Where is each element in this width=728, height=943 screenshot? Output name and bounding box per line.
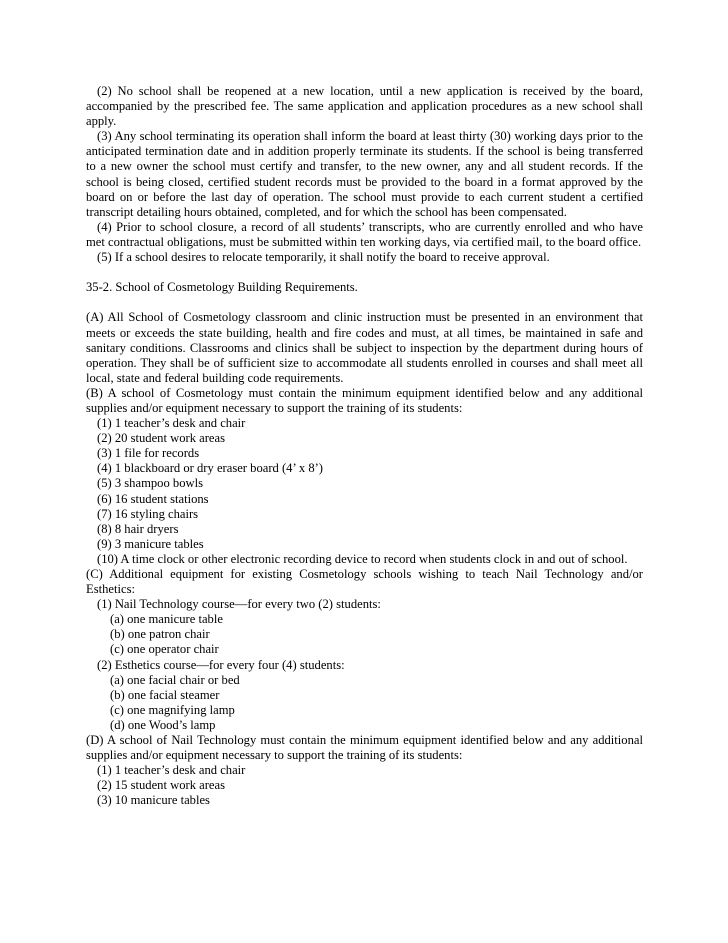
- list-item: (9) 3 manicure tables: [97, 536, 204, 551]
- paragraph-2: (2) No school shall be reopened at a new location, until a new application is received by the board, accompanied by the prescribed fee. The same application and application procedures as a new school shall apply.: [86, 84, 643, 129]
- list-item: (3) 1 file for records: [97, 446, 200, 461]
- section-title: 35-2. School of Cosmetology Building Requirements.: [86, 280, 358, 295]
- list-item: (7) 16 styling chairs: [97, 506, 199, 521]
- esthetics-heading: (2) Esthetics course—for every four (4) students:: [97, 657, 345, 672]
- section-b-intro: (B) A school of Cosmetology must contain the minimum equipment identified below and any additional supplies and/or equipment necessary to support the training of its students:: [86, 385, 643, 415]
- nail-technology-heading: (1) Nail Technology course—for every two (2) students:: [97, 597, 381, 612]
- list-item: (8) 8 hair dryers: [97, 521, 179, 536]
- list-item: (a) one facial chair or bed: [110, 672, 240, 687]
- section-a-paragraph: (A) All School of Cosmetology classroom and clinic instruction must be presented in an environment that meets or exceeds the state building, health and fire codes and must, at all times, be maintained in safe and sanitary conditions. Classrooms and clinics shall be subject to inspection by the department during hours of operation. They shall be of sufficient size to accommodate all students enrolled in courses and shall meet all local, state and federal building code requirements.: [86, 310, 643, 385]
- section-c-intro: (C) Additional equipment for existing Cosmetology schools wishing to teach Nail Technology and/or Esthetics:: [86, 567, 643, 597]
- list-item: (2) 15 student work areas: [97, 778, 225, 793]
- paragraph-5: (5) If a school desires to relocate temporarily, it shall notify the board to receive approval.: [97, 250, 550, 265]
- list-item: (d) one Wood’s lamp: [110, 717, 216, 732]
- spacer: [86, 295, 643, 310]
- list-item: (b) one patron chair: [110, 627, 210, 642]
- paragraph-4: (4) Prior to school closure, a record of all students’ transcripts, who are currently enrolled and who have met contractual obligations, must be submitted within ten working days, via certified mail, to the board office.: [86, 219, 643, 249]
- list-item: (1) 1 teacher’s desk and chair: [97, 763, 246, 778]
- list-item: (c) one operator chair: [110, 642, 219, 657]
- list-item-10: (10) A time clock or other electronic recording device to record when students clock in and out of school.: [97, 551, 628, 566]
- spacer: [86, 265, 643, 280]
- list-item: (5) 3 shampoo bowls: [97, 476, 203, 491]
- document-page: [86, 84, 643, 809]
- list-item: (a) one manicure table: [110, 612, 223, 627]
- list-item: (b) one facial steamer: [110, 687, 220, 702]
- list-item: (c) one magnifying lamp: [110, 702, 235, 717]
- list-item: (4) 1 blackboard or dry eraser board (4’ x 8’): [97, 461, 324, 476]
- list-item: (1) 1 teacher’s desk and chair: [97, 416, 246, 431]
- list-item: (2) 20 student work areas: [97, 431, 225, 446]
- paragraph-3: (3) Any school terminating its operation shall inform the board at least thirty (30) working days prior to the anticipated termination date and in addition properly terminate its students. If the school is being transferred to a new owner the school must certify and transfer, to the new owner, any and all student records. If the school is being closed, certified student records must be provided to the board in a format approved by the board on or before the last day of operation. The school must provide to each current student a certified transcript detailing hours obtained, completed, and for which the school has been compensated.: [86, 129, 643, 219]
- list-item: (6) 16 student stations: [97, 491, 209, 506]
- section-d-intro: (D) A school of Nail Technology must contain the minimum equipment identified below and any additional supplies and/or equipment necessary to support the training of its students:: [86, 733, 643, 763]
- list-item: (3) 10 manicure tables: [97, 793, 210, 808]
